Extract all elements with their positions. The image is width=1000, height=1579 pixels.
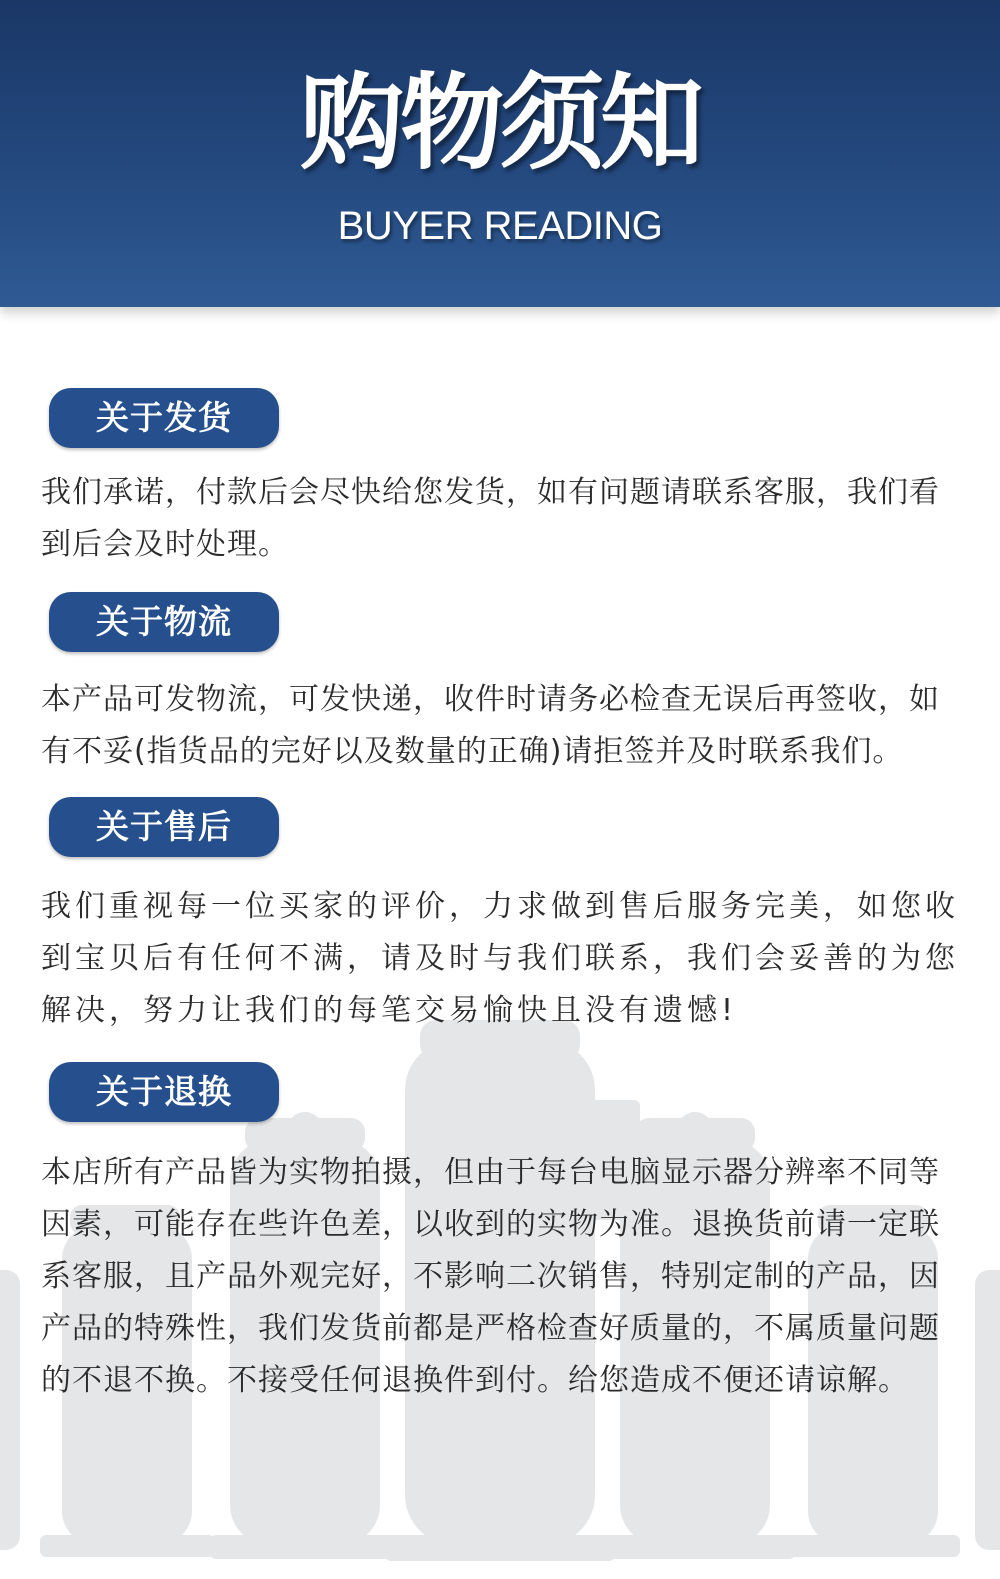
page-title: 购物须知 <box>299 62 700 184</box>
page-subtitle: BUYER READING <box>337 204 663 248</box>
section-body-after-sales: 我们重视每一位买家的评价，力求做到售后服务完美，如您收到宝贝后有任何不满，请及时与我们联系，我们会妥善的为您解决，努力让我们的每笔交易愉快且没有遗憾! <box>41 889 959 1028</box>
section-body-returns: 本店所有产品皆为实物拍摄，但由于每台电脑显示器分辨率不同等因素，可能存在些许色差，以收到的实物为准。退换货前请一定联系客服，且产品外观完好，不影响二次销售，特别定制的产品，因产品的特殊性，我们发货前都是严格检查好质量的，不属质量问题的不退不换。不接受任何退换件到付。给您造成不便还请谅解。 <box>41 1155 940 1398</box>
page-header <box>0 0 1000 307</box>
section-heading-returns: 关于退换 <box>49 1062 279 1122</box>
section-body-logistics: 本产品可发物流，可发快递，收件时请务必检查无误后再签收，如有不妥(指货品的完好以及数量的正确)请拒签并及时联系我们。 <box>41 682 940 769</box>
section-body-shipping: 我们承诺，付款后会尽快给您发货，如有问题请联系客服，我们看到后会及时处理。 <box>41 475 940 562</box>
section-heading-logistics: 关于物流 <box>49 592 279 652</box>
section-heading-shipping: 关于发货 <box>49 388 279 448</box>
section-heading-after-sales: 关于售后 <box>49 797 279 857</box>
